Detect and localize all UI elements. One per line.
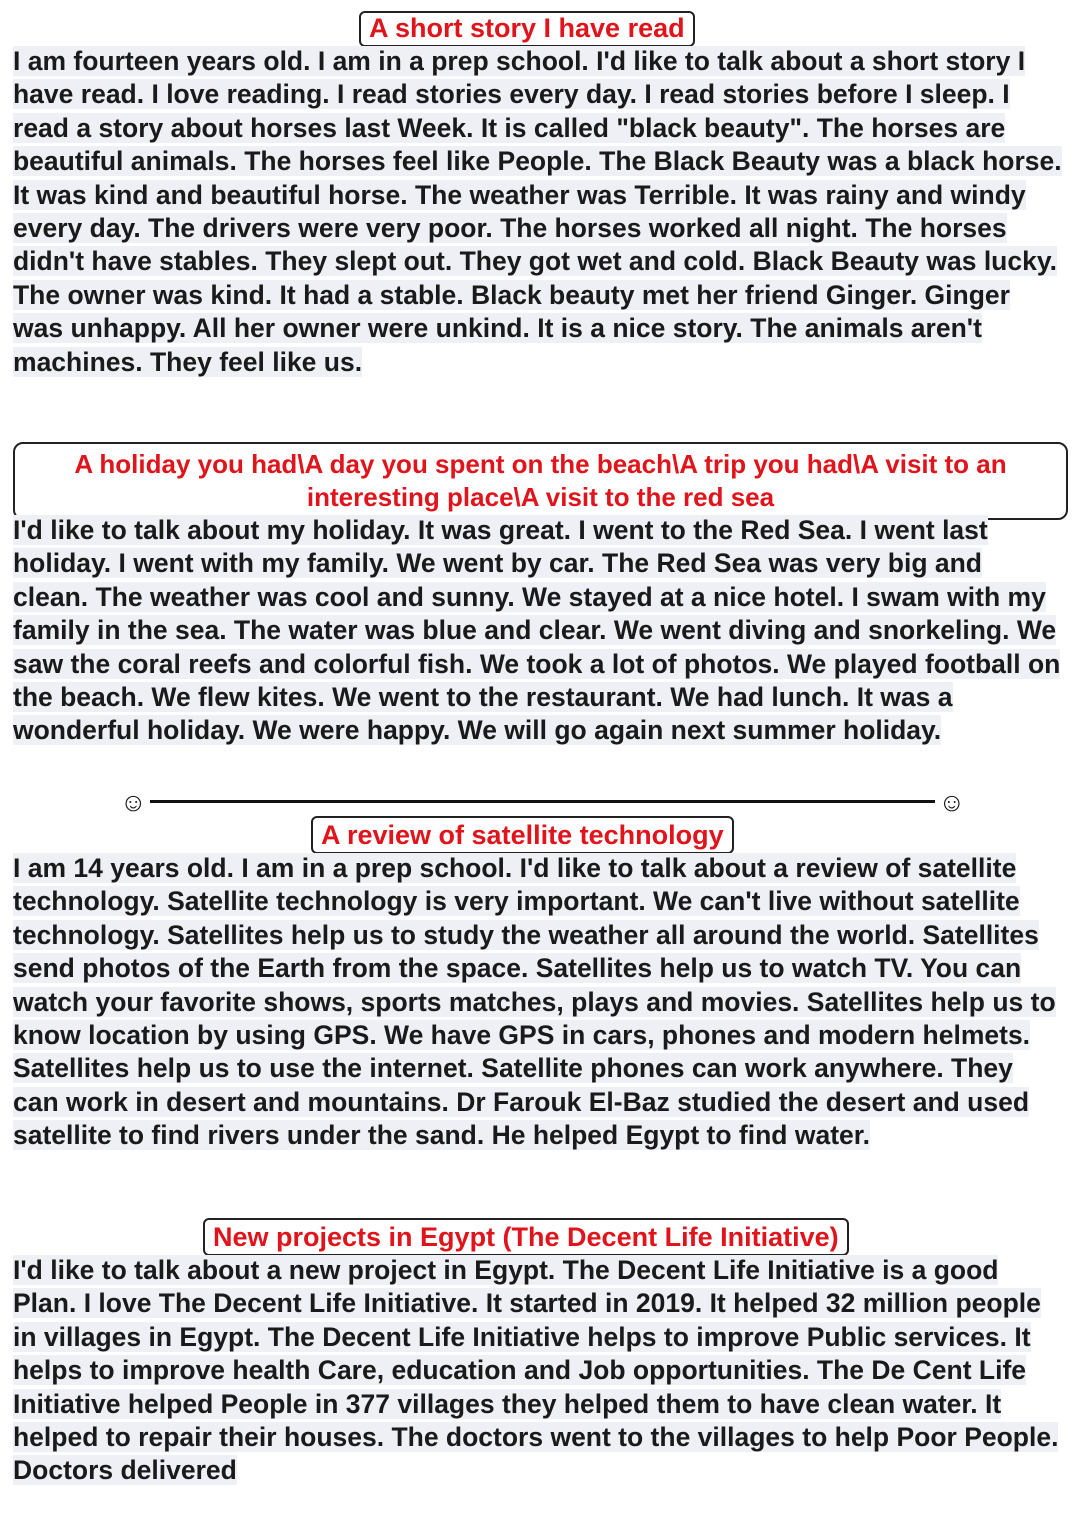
- section-title-short-story: A short story I have read: [359, 11, 695, 47]
- smiley-icon: ☺: [938, 787, 965, 817]
- section-title-satellite: A review of satellite technology: [311, 816, 734, 854]
- section-body-decent-life: [13, 1254, 1063, 1488]
- section-body-satellite: [13, 852, 1063, 1153]
- section-title-holiday: A holiday you had\A day you spent on the beach\A trip you had\A visit to an interesting place\A visit to the red sea: [13, 442, 1068, 520]
- section-text: I am fourteen years old. I am in a prep school. I'd like to talk about a short story I have read. I love reading. I read stories every day. I read stories before I sleep. I read a story about horses last Week. It is called "black beauty". The horses are beautiful animals. The horses feel like People. The Black Beauty was a black horse. It was kind and beautiful horse. The weather was Terrible. It was rainy and windy every day. The drivers were very poor. The horses worked all night. The horses didn't have stables. They slept out. They got wet and cold. Black Beauty was lucky. The owner was kind. It had a stable. Black beauty met her friend Ginger. Ginger was unhappy. All her owner were unkind. It is a nice story. The animals aren't machines. They feel like us.: [13, 46, 1062, 377]
- section-text: I am 14 years old. I am in a prep school. I'd like to talk about a review of satellite technology. Satellite technology is very important. We can't live without satellite technology. Satellites help us to study the weather all around the world. Satellites send photos of the Earth from the space. Satellites help us to watch TV. You can watch your favorite shows, sports matches, plays and movies. Satellites help us to know location by using GPS. We have GPS in cars, phones and modern helmets. Satellites help us to use the internet. Satellite phones can work anywhere. They can work in desert and mountains. Dr Farouk El-Baz studied the desert and used satellite to find rivers under the sand. He helped Egypt to find water.: [13, 853, 1056, 1151]
- smiley-divider: [120, 788, 965, 816]
- section-title-decent-life: New projects in Egypt (The Decent Life Initiative): [203, 1218, 849, 1256]
- divider-line: [150, 800, 935, 803]
- section-body-short-story: [13, 45, 1063, 379]
- section-text: I'd like to talk about a new project in Egypt. The Decent Life Initiative is a good Plan. I love The Decent Life Initiative. It started in 2019. It helped 32 million people in villages in Egypt. The Decent Life Initiative helps to improve Public services. It helps to improve health Care, education and Job opportunities. The De Cent Life Initiative helped People in 377 villages they helped them to have clean water. It helped to repair their houses. The doctors went to the villages to help Poor People. Doctors delivered: [13, 1255, 1059, 1486]
- section-body-holiday: [13, 514, 1063, 748]
- section-text: I'd like to talk about my holiday. It was great. I went to the Red Sea. I went last holiday. I went with my family. We went by car. The Red Sea was very big and clean. The weather was cool and sunny. We stayed at a nice hotel. I swam with my family in the sea. The water was blue and clear. We went diving and snorkeling. We saw the coral reefs and colorful fish. We took a lot of photos. We played football on the beach. We flew kites. We went to the restaurant. We had lunch. It was a wonderful holiday. We were happy. We will go again next summer holiday.: [13, 515, 1061, 746]
- smiley-icon: ☺: [120, 787, 147, 817]
